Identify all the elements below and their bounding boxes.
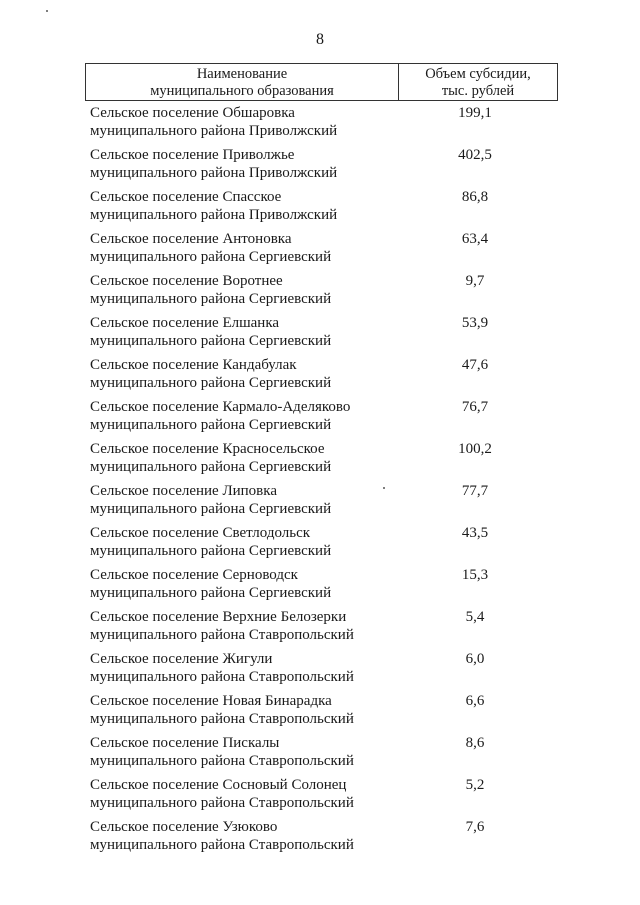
name-line: Сельское поселение Липовка	[90, 483, 277, 499]
table-row	[85, 650, 558, 692]
name-line: муниципального района Сергиевский	[90, 459, 332, 475]
page-number: 8	[316, 31, 324, 48]
header-value-line: Объем субсидии,	[425, 66, 531, 82]
table-row	[85, 524, 558, 566]
table-row	[85, 692, 558, 734]
subsidy-value: 6,6	[465, 693, 485, 709]
subsidy-value: 8,6	[465, 735, 485, 751]
municipality-name	[85, 524, 398, 566]
table-row	[85, 188, 558, 230]
municipality-name	[85, 440, 398, 482]
name-line: Сельское поселение Верхние Белозерки	[90, 609, 347, 625]
name-line: муниципального района Приволжский	[90, 123, 338, 139]
name-line: Сельское поселение Кармало-Аделяково	[90, 399, 351, 415]
name-line: муниципального района Сергиевский	[90, 543, 332, 559]
name-line: муниципального района Ставропольский	[90, 711, 354, 727]
name-line: Сельское поселение Узюково	[90, 819, 278, 835]
name-line: муниципального района Сергиевский	[90, 585, 332, 601]
table-row	[85, 734, 558, 776]
subsidy-value: 5,4	[465, 609, 485, 625]
subsidy-value: 199,1	[458, 105, 492, 121]
municipality-name	[85, 230, 398, 272]
municipality-name	[85, 608, 398, 650]
subsidy-value: 6,0	[465, 651, 485, 667]
table-row	[85, 818, 558, 860]
name-line: муниципального района Сергиевский	[90, 333, 332, 349]
header-name-line: муниципального образования	[150, 83, 334, 99]
header-name-column	[86, 64, 399, 100]
subsidy-value: 9,7	[465, 273, 485, 289]
municipality-name	[85, 398, 398, 440]
table-row	[85, 398, 558, 440]
name-line: Сельское поселение Антоновка	[90, 231, 292, 247]
name-line: Сельское поселение Жигули	[90, 651, 273, 667]
name-line: муниципального района Сергиевский	[90, 501, 332, 517]
municipality-name	[85, 734, 398, 776]
name-line: муниципального района Сергиевский	[90, 291, 332, 307]
table-row	[85, 776, 558, 818]
name-line: муниципального района Сергиевский	[90, 249, 332, 265]
subsidy-value: 5,2	[465, 777, 485, 793]
name-line: Сельское поселение Приволжье	[90, 147, 295, 163]
subsidy-value: 402,5	[458, 147, 492, 163]
scan-speck	[46, 10, 48, 12]
name-line: муниципального района Ставропольский	[90, 837, 354, 853]
name-line: Сельское поселение Обшаровка	[90, 105, 295, 121]
subsidy-value: 47,6	[461, 357, 489, 373]
name-line: Сельское поселение Светлодольск	[90, 525, 311, 541]
name-line: муниципального района Сергиевский	[90, 417, 332, 433]
subsidy-value: 7,6	[465, 819, 485, 835]
municipality-name	[85, 146, 398, 188]
name-line: Сельское поселение Серноводск	[90, 567, 298, 583]
name-line: муниципального района Ставропольский	[90, 669, 354, 685]
municipality-name	[85, 566, 398, 608]
name-line: Сельское поселение Новая Бинарадка	[90, 693, 332, 709]
subsidy-value: 100,2	[458, 441, 492, 457]
municipality-name	[85, 776, 398, 818]
name-line: Сельское поселение Кандабулак	[90, 357, 297, 373]
name-line: муниципального района Ставропольский	[90, 627, 354, 643]
municipality-name	[85, 188, 398, 230]
name-line: Сельское поселение Сосновый Солонец	[90, 777, 347, 793]
table-row	[85, 356, 558, 398]
name-line: Сельское поселение Красносельское	[90, 441, 325, 457]
table-row	[85, 482, 558, 524]
name-line: Сельское поселение Воротнее	[90, 273, 283, 289]
table-row	[85, 440, 558, 482]
name-line: муниципального района Сергиевский	[90, 375, 332, 391]
header-name-line: Наименование	[196, 66, 288, 82]
name-line: муниципального района Приволжский	[90, 165, 338, 181]
header-value-line: тыс. рублей	[441, 83, 515, 99]
municipality-name	[85, 356, 398, 398]
municipality-name	[85, 272, 398, 314]
subsidy-value: 76,7	[461, 399, 489, 415]
name-line: Сельское поселение Спасское	[90, 189, 282, 205]
municipality-name	[85, 482, 398, 524]
table-row	[85, 566, 558, 608]
subsidy-value: 63,4	[461, 231, 489, 247]
table-row	[85, 230, 558, 272]
municipality-name	[85, 104, 398, 146]
municipality-name	[85, 818, 398, 860]
name-line: Сельское поселение Пискалы	[90, 735, 280, 751]
name-line: муниципального района Ставропольский	[90, 795, 354, 811]
subsidy-value: 86,8	[461, 189, 489, 205]
name-line: муниципального района Ставропольский	[90, 753, 354, 769]
table-row	[85, 104, 558, 146]
subsidy-table	[85, 63, 558, 860]
name-line: Сельское поселение Елшанка	[90, 315, 280, 331]
municipality-name	[85, 650, 398, 692]
table-row	[85, 272, 558, 314]
subsidy-value: 15,3	[461, 567, 489, 583]
table-row	[85, 314, 558, 356]
table-row	[85, 146, 558, 188]
municipality-name	[85, 314, 398, 356]
subsidy-value: 53,9	[461, 315, 489, 331]
header-value-column	[399, 64, 557, 100]
table-body	[85, 104, 558, 860]
table-header	[85, 63, 558, 101]
subsidy-value: 77,7	[461, 483, 489, 499]
table-row	[85, 608, 558, 650]
municipality-name	[85, 692, 398, 734]
subsidy-value: 43,5	[461, 525, 489, 541]
name-line: муниципального района Приволжский	[90, 207, 338, 223]
